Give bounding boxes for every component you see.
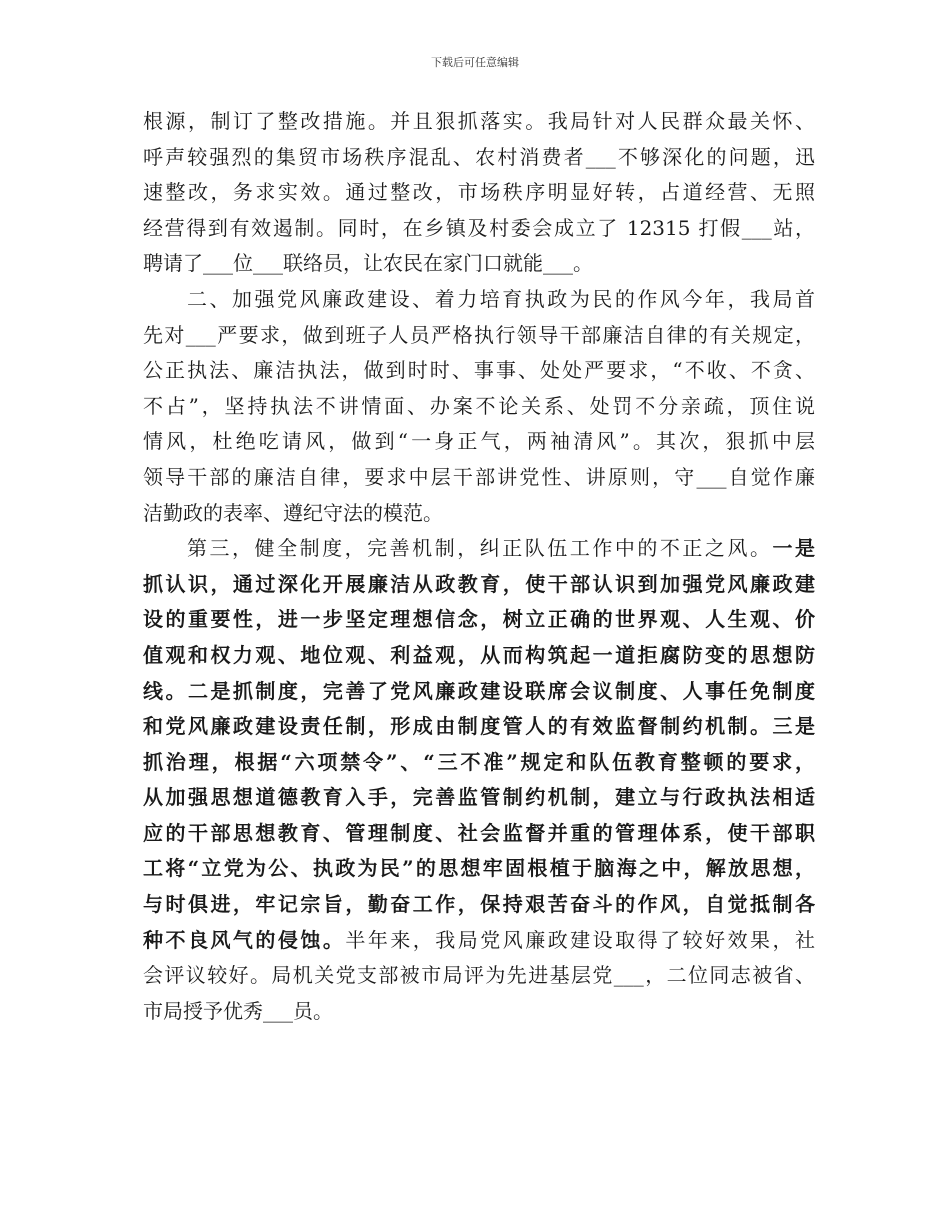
text-line: 聘请了___位___联络员，让农民在家门口就能___。 bbox=[143, 251, 593, 276]
text-line: 呼声较强烈的集贸市场秩序混乱、农村消费者___不够深化的问题，迅 bbox=[143, 144, 815, 169]
bold-text-run: 一是 bbox=[772, 536, 815, 561]
text-line: 根源，制订了整改措施。并且狠抓落实。我局针对人民群众最关怀、 bbox=[143, 109, 815, 133]
text-line: 市局授予优秀___员。 bbox=[143, 998, 333, 1023]
text-run: 第三，健全制度，完善机制，纠正队伍工作中的不正之风。 bbox=[187, 536, 773, 561]
text-line: 不占”，坚持执法不讲情面、办案不论关系、处罚不分亲疏，顶住说 bbox=[143, 393, 815, 418]
text-line: 工将“立党为公、执政为民”的思想牢固根植于脑海之中，解放思想， bbox=[143, 856, 815, 881]
text-line: 洁勤政的表率、遵纪守法的模范。 bbox=[143, 500, 443, 525]
bold-text-run: 种不良风气的侵蚀。 bbox=[143, 927, 346, 952]
text-line: 速整改，务求实效。通过整改，市场秩序明显好转，占道经营、无照 bbox=[143, 180, 815, 205]
text-line: 抓认识，通过深化开展廉洁从政教育，使干部认识到加强党风廉政建 bbox=[143, 571, 815, 596]
text-line: 抓治理，根据“六项禁令”、“三不准”规定和队伍教育整顿的要求， bbox=[143, 749, 815, 774]
paragraph-3 bbox=[143, 531, 815, 1029]
text-line: 情风，杜绝吃请风，做到“一身正气，两袖清风”。其次，狠抓中层 bbox=[143, 429, 815, 454]
text-line: 值观和权力观、地位观、利益观，从而构筑起一道拒腐防变的思想防 bbox=[143, 642, 815, 667]
text-line bbox=[143, 923, 815, 959]
text-line: 二、加强党风廉政建设、着力培育执政为民的作风今年，我局首 bbox=[187, 286, 815, 311]
text-line bbox=[143, 531, 815, 567]
text-line: 和党风廉政建设责任制，形成由制度管人的有效监督制约机制。三是 bbox=[143, 714, 815, 739]
document-body bbox=[143, 104, 815, 1029]
text-line: 从加强思想道德教育入手，完善监管制约机制，建立与行政执法相适 bbox=[143, 785, 815, 810]
text-line: 会评议较好。局机关党支部被市局评为先进基层党___，二位同志被省、 bbox=[143, 963, 815, 988]
text-line: 公正执法、廉洁执法，做到时时、事事、处处严要求，“不收、不贪、 bbox=[143, 358, 815, 383]
paragraph-1 bbox=[143, 104, 815, 282]
text-line: 线。二是抓制度，完善了党风廉政建设联席会议制度、人事任免制度 bbox=[143, 678, 815, 703]
page-header: 下载后可任意编辑 bbox=[431, 56, 519, 69]
text-run: 半年来，我局党风廉政建设取得了较好效果，社 bbox=[345, 927, 815, 952]
paragraph-2 bbox=[143, 282, 815, 531]
text-line: 先对___严要求，做到班子人员严格执行领导干部廉洁自律的有关规定， bbox=[143, 322, 815, 347]
text-line: 设的重要性，进一步坚定理想信念，树立正确的世界观、人生观、价 bbox=[143, 607, 815, 632]
text-line: 领导干部的廉洁自律，要求中层干部讲党性、讲原则，守___自觉作廉 bbox=[143, 464, 815, 489]
text-line: 经营得到有效遏制。同时，在乡镇及村委会成立了 12315 打假___站， bbox=[143, 215, 815, 240]
text-line: 应的干部思想教育、管理制度、社会监督并重的管理体系，使干部职 bbox=[143, 820, 815, 845]
text-line: 与时俱进，牢记宗旨，勤奋工作，保持艰苦奋斗的作风，自觉抵制各 bbox=[143, 892, 815, 917]
